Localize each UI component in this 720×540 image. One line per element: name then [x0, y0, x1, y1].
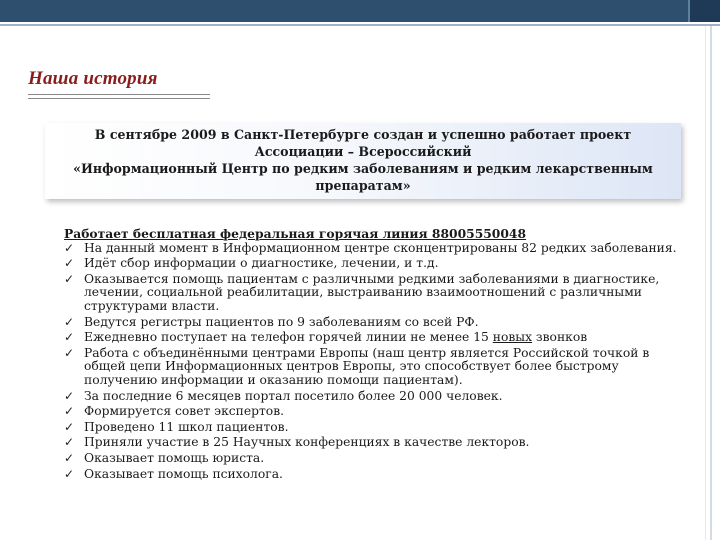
- list-item-text: получению информации и оказанию помощи пациентам).: [84, 372, 463, 387]
- underlined-word: новых: [492, 330, 533, 345]
- list-item: [64, 347, 704, 388]
- list-item: [64, 452, 704, 466]
- intro-line: «Информационный Центр по редким заболеваниям и редким лекарственным: [73, 161, 653, 176]
- list-item-text: Проведено 11 школ пациентов.: [84, 419, 289, 434]
- list-item-text: Формируется совет экспертов.: [84, 404, 285, 419]
- list-item: [64, 257, 704, 271]
- list-item-text: Работа с объединёнными центрами Европы (наш центр является Российской точкой в: [84, 345, 650, 360]
- checkmark-icon: ✓: [64, 388, 75, 403]
- achievements-list: [64, 242, 704, 482]
- checkmark-icon: ✓: [64, 435, 75, 450]
- list-item-text: структурами власти.: [84, 298, 220, 313]
- checkmark-icon: ✓: [64, 330, 75, 345]
- intro-box: [45, 123, 681, 199]
- top-rule: [0, 24, 720, 26]
- list-item: [64, 273, 704, 314]
- checkmark-icon: ✓: [64, 256, 75, 271]
- list-item-text: Ведутся регистры пациентов по 9 заболеваниям со всей РФ.: [84, 314, 479, 329]
- checkmark-icon: ✓: [64, 466, 75, 481]
- list-item: [64, 242, 704, 256]
- side-rule: [710, 26, 712, 540]
- checkmark-icon: ✓: [64, 450, 75, 465]
- intro-line: В сентябре 2009 в Санкт-Петербурге создан и успешно работает проект: [94, 127, 632, 142]
- checkmark-icon: ✓: [64, 345, 75, 360]
- intro-line: Ассоциации – Всероссийский: [254, 144, 472, 159]
- side-rule-inner: [705, 26, 706, 540]
- list-item-text: За последние 6 месяцев портал посетило более 20 000 человек.: [84, 388, 503, 403]
- content-block: [64, 227, 704, 483]
- list-item: [64, 331, 704, 345]
- checkmark-icon: ✓: [64, 271, 75, 286]
- list-item: [64, 390, 704, 404]
- text-part: звонков: [532, 330, 588, 345]
- text-part: Ежедневно поступает на телефон горячей линии не менее 15: [84, 330, 493, 345]
- checkmark-icon: ✓: [64, 404, 75, 419]
- list-item-text: лечении, социальной реабилитации, выстраиванию взаимоотношений с различными: [84, 285, 642, 300]
- checkmark-icon: ✓: [64, 314, 75, 329]
- checkmark-icon: ✓: [64, 419, 75, 434]
- checkmark-icon: ✓: [64, 240, 75, 255]
- top-bar: [0, 0, 720, 22]
- list-item: [64, 421, 704, 435]
- title-underline: [28, 94, 210, 99]
- list-item-text: [84, 331, 704, 345]
- intro-line: препаратам»: [315, 178, 411, 193]
- list-item: [64, 468, 704, 482]
- list-item: [64, 436, 704, 450]
- list-item-text: На данный момент в Информационном центре сконцентрированы 82 редких заболевания.: [84, 240, 677, 255]
- list-item-text: общей цепи Информационных центров Европы, это способствует более быстрому: [84, 359, 619, 374]
- list-item-text: Приняли участие в 25 Научных конференциях в качестве лекторов.: [84, 435, 530, 450]
- slide-title: Наша история: [28, 68, 158, 89]
- list-item: [64, 316, 704, 330]
- list-item: [64, 405, 704, 419]
- list-item-text: Оказывает помощь психолога.: [84, 466, 283, 481]
- top-bar-accent: [688, 0, 720, 22]
- hotline-heading: Работает бесплатная федеральная горячая линия 88005550048: [64, 226, 527, 241]
- list-item-text: Идёт сбор информации о диагностике, лечении, и т.д.: [84, 256, 439, 271]
- list-item-text: Оказывается помощь пациентам с различными редкими заболеваниями в диагностике,: [84, 271, 660, 286]
- list-item-text: Оказывает помощь юриста.: [84, 450, 265, 465]
